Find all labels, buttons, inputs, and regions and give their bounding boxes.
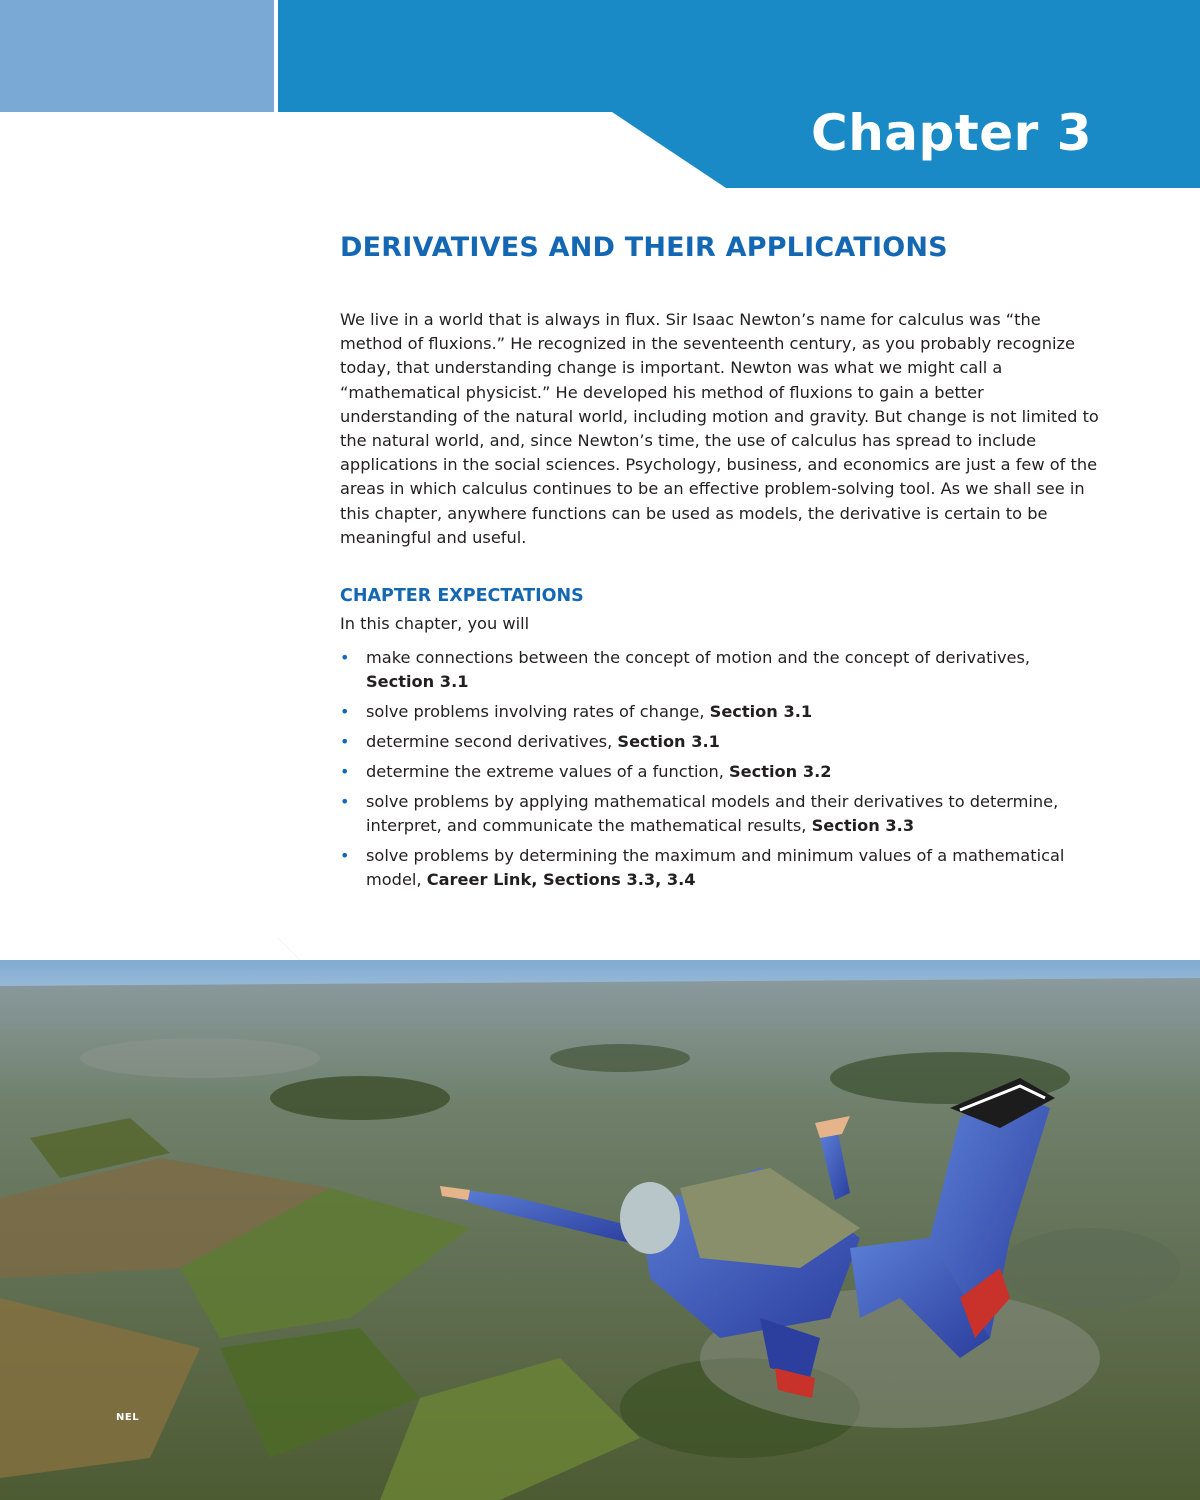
- bullet-icon: •: [340, 792, 350, 811]
- bullet-icon: •: [340, 762, 350, 781]
- expectation-item: [340, 730, 1100, 754]
- expectation-text: solve problems involving rates of change,: [366, 702, 710, 721]
- expectation-ref: Section 3.3: [811, 816, 915, 835]
- expectation-text: make connections between the concept of motion and the concept of derivatives,: [366, 648, 1031, 667]
- expectation-item: [340, 790, 1100, 838]
- intro-paragraph: We live in a world that is always in flux. Sir Isaac Newton’s name for calculus was “the method of fluxions.” He recognized in the seventeenth century, as you probably recognize today, that understanding change is important. Newton was what we might call a “mathematical physicist.” He developed his method of fluxions to gain a better understanding of the natural world, including motion and gravity. But change is not limited to the natural world, and, since Newton’s time, the use of calculus has spread to include applications in the social sciences. Psychology, business, and economics are just a few of the areas in which calculus continues to be an effective problem-solving tool. As we shall see in this chapter, anywhere functions can be used as models, the derivative is certain to be meaningful and useful.: [340, 310, 1099, 547]
- expectations-list: [340, 646, 1100, 898]
- expectation-ref: Career Link, Sections 3.3, 3.4: [426, 870, 696, 889]
- expectation-ref: Section 3.2: [729, 762, 832, 781]
- expectations-heading: CHAPTER EXPECTATIONS: [340, 586, 584, 606]
- expectation-text: determine the extreme values of a function,: [366, 762, 730, 781]
- expectation-ref: Section 3.1: [366, 672, 469, 691]
- skydiver-photo: [0, 938, 1200, 1500]
- expectation-item: [340, 760, 1100, 784]
- expectation-item: [340, 646, 1100, 694]
- expectation-ref: Section 3.1: [709, 702, 813, 721]
- expectations-lead: In this chapter, you will: [340, 614, 530, 633]
- expectation-ref: Section 3.1: [617, 732, 720, 751]
- bullet-icon: •: [340, 648, 350, 667]
- publisher-mark: NEL: [116, 1412, 140, 1423]
- bullet-icon: •: [340, 732, 350, 751]
- expectation-text: determine second derivatives,: [366, 732, 618, 751]
- page-title: DERIVATIVES AND THEIR APPLICATIONS: [340, 232, 948, 263]
- bullet-icon: •: [340, 846, 350, 865]
- expectation-item: [340, 700, 1100, 724]
- expectation-text: solve problems by applying mathematical models and their derivatives to determine, interpret, and communicate the mathematical results,: [366, 792, 1059, 835]
- bullet-icon: •: [340, 702, 350, 721]
- chapter-title: Chapter 3: [811, 104, 1092, 162]
- expectation-item: [340, 844, 1100, 892]
- expectation-text: solve problems by determining the maximum and minimum values of a mathematical model,: [366, 846, 1065, 889]
